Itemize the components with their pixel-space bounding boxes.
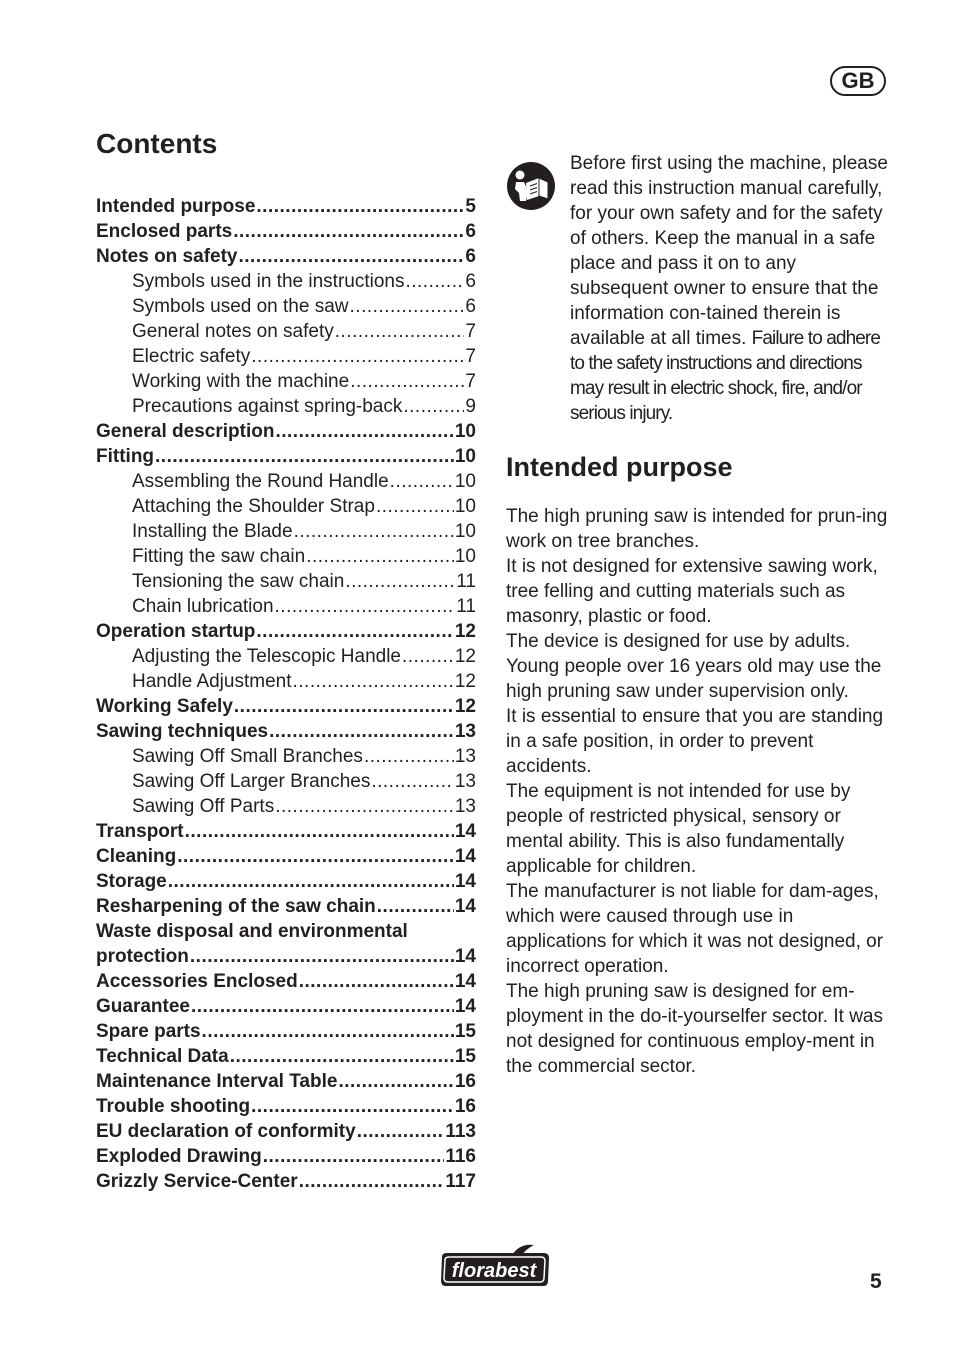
toc-entry bbox=[96, 644, 476, 669]
toc-entry bbox=[96, 719, 476, 744]
table-of-contents bbox=[96, 194, 476, 1194]
toc-entry-title: Sawing Off Small Branches bbox=[132, 746, 363, 767]
toc-entry-page: 14 bbox=[454, 821, 476, 842]
toc-entry-page: 14 bbox=[454, 996, 476, 1017]
intended-paragraph: The equipment is not intended for use by people of restricted physical, sensory or mental ability. This is also fundamentally applicable for children. bbox=[506, 781, 851, 877]
toc-leader-dots bbox=[403, 394, 464, 419]
intended-paragraph: It is not designed for extensive sawing work, tree felling and cutting materials such as masonry, plastic or food. bbox=[506, 556, 878, 627]
language-badge: GB bbox=[830, 66, 886, 96]
toc-entry-page: 11 bbox=[456, 571, 476, 592]
toc-entry-title: Electric safety bbox=[132, 346, 251, 367]
toc-entry-page: 15 bbox=[454, 1046, 476, 1067]
toc-entry-page: 14 bbox=[454, 846, 476, 867]
toc-entry-title: Storage bbox=[96, 871, 167, 892]
toc-entry-title: protection bbox=[96, 946, 189, 967]
intended-paragraph: The manufacturer is not liable for dam-ages, which were caused through use in applications for which it was not designed, or incorrect operation. bbox=[506, 881, 884, 977]
toc-entry-title: Transport bbox=[96, 821, 184, 842]
toc-entry-page: 14 bbox=[454, 946, 476, 967]
toc-entry-page: 116 bbox=[445, 1146, 476, 1167]
toc-entry bbox=[96, 894, 476, 919]
toc-entry-page: 14 bbox=[454, 871, 476, 892]
toc-entry-title: Adjusting the Telescopic Handle bbox=[132, 646, 401, 667]
toc-entry-page: 16 bbox=[454, 1096, 476, 1117]
toc-entry-page: 13 bbox=[454, 746, 476, 767]
toc-leader-dots bbox=[294, 519, 454, 544]
toc-entry-title: Technical Data bbox=[96, 1046, 229, 1067]
toc-leader-dots bbox=[335, 319, 465, 344]
toc-entry-page: 13 bbox=[454, 796, 476, 817]
toc-entry bbox=[96, 1144, 476, 1169]
toc-entry-title: Sawing techniques bbox=[96, 721, 269, 742]
toc-entry bbox=[96, 1044, 476, 1069]
toc-leader-dots bbox=[275, 794, 454, 819]
toc-entry-title: Operation startup bbox=[96, 621, 256, 642]
toc-entry-page: 5 bbox=[465, 196, 476, 217]
toc-entry-page: 6 bbox=[465, 246, 476, 267]
toc-entry-page: 6 bbox=[465, 296, 476, 317]
toc-entry bbox=[96, 194, 476, 219]
toc-entry-title: EU declaration of conformity bbox=[96, 1121, 356, 1142]
toc-leader-dots bbox=[364, 744, 454, 769]
toc-leader-dots bbox=[350, 369, 464, 394]
toc-entry-title: Working with the machine bbox=[132, 371, 350, 392]
toc-entry bbox=[96, 394, 476, 419]
toc-leader-dots bbox=[202, 1019, 454, 1044]
toc-entry-title: Maintenance Interval Table bbox=[96, 1071, 338, 1092]
notice-main: Before first using the machine, please read this instruction manual carefully, for your own safety and for the safety of others. Keep the manual in a safe place and pass it on to any subsequent owner to ensure that the information con-tained therein is available at all times. bbox=[570, 153, 888, 349]
toc-entry-title: Waste disposal and environmental bbox=[96, 921, 408, 942]
toc-leader-dots bbox=[405, 269, 464, 294]
toc-entry-page: 16 bbox=[454, 1071, 476, 1092]
toc-entry bbox=[96, 419, 476, 444]
toc-entry-page: 10 bbox=[454, 446, 476, 467]
toc-entry-title: Chain lubrication bbox=[132, 596, 274, 617]
toc-entry-title: Exploded Drawing bbox=[96, 1146, 262, 1167]
toc-entry-title: Guarantee bbox=[96, 996, 190, 1017]
toc-leader-dots bbox=[251, 344, 464, 369]
toc-leader-dots bbox=[293, 669, 454, 694]
toc-entry bbox=[96, 319, 476, 344]
toc-leader-dots bbox=[299, 1169, 445, 1194]
toc-leader-dots bbox=[299, 969, 454, 994]
toc-entry bbox=[96, 594, 476, 619]
toc-entry-title: Trouble shooting bbox=[96, 1096, 251, 1117]
toc-entry-page: 12 bbox=[454, 696, 476, 717]
toc-entry-page: 13 bbox=[454, 721, 476, 742]
toc-entry bbox=[96, 469, 476, 494]
toc-leader-dots bbox=[306, 544, 454, 569]
toc-entry bbox=[96, 294, 476, 319]
florabest-logo bbox=[438, 1243, 552, 1289]
notice-warning: Failure to adhere to the safety instructions and directions may result in electric shock, fire, and/or serious injury. bbox=[570, 328, 880, 424]
toc-entry-title: Symbols used on the saw bbox=[132, 296, 349, 317]
toc-entry bbox=[96, 269, 476, 294]
page-number: 5 bbox=[870, 1270, 882, 1293]
safety-notice bbox=[506, 151, 898, 426]
toc-leader-dots bbox=[357, 1119, 445, 1144]
toc-entry-page: 11 bbox=[456, 596, 476, 617]
toc-leader-dots bbox=[275, 594, 456, 619]
toc-entry-title: Tensioning the saw chain bbox=[132, 571, 345, 592]
intended-paragraph: The device is designed for use by adults. Young people over 16 years old may use the high pruning saw under supervision only. bbox=[506, 631, 882, 702]
toc-entry-title: Resharpening of the saw chain bbox=[96, 896, 376, 917]
toc-leader-dots bbox=[190, 944, 454, 969]
toc-leader-dots bbox=[263, 1144, 445, 1169]
toc-leader-dots bbox=[155, 444, 454, 469]
toc-leader-dots bbox=[238, 244, 464, 269]
toc-entry bbox=[96, 619, 476, 644]
toc-entry bbox=[96, 769, 476, 794]
toc-leader-dots bbox=[230, 1044, 454, 1069]
contents-title: Contents bbox=[96, 128, 218, 159]
toc-entry-page: 7 bbox=[465, 371, 476, 392]
toc-entry-page: 12 bbox=[454, 621, 476, 642]
right-column bbox=[506, 132, 898, 1079]
toc-entry bbox=[96, 919, 476, 944]
notice-text bbox=[570, 151, 898, 426]
toc-entry bbox=[96, 944, 476, 969]
toc-entry bbox=[96, 244, 476, 269]
toc-entry bbox=[96, 1119, 476, 1144]
toc-entry bbox=[96, 344, 476, 369]
toc-entry-title: Assembling the Round Handle bbox=[132, 471, 389, 492]
toc-entry bbox=[96, 544, 476, 569]
toc-leader-dots bbox=[185, 819, 454, 844]
toc-entry-title: Accessories Enclosed bbox=[96, 971, 298, 992]
toc-entry-page: 117 bbox=[445, 1171, 476, 1192]
toc-entry bbox=[96, 994, 476, 1019]
toc-entry bbox=[96, 1019, 476, 1044]
intended-paragraph: The high pruning saw is intended for prun-ing work on tree branches. bbox=[506, 506, 888, 552]
toc-entry bbox=[96, 669, 476, 694]
toc-leader-dots bbox=[168, 869, 454, 894]
toc-leader-dots bbox=[345, 569, 455, 594]
toc-entry bbox=[96, 369, 476, 394]
toc-leader-dots bbox=[251, 1094, 454, 1119]
toc-entry-title: General description bbox=[96, 421, 275, 442]
toc-leader-dots bbox=[256, 619, 453, 644]
toc-entry-page: 9 bbox=[465, 396, 476, 417]
toc-entry-title: Grizzly Service-Center bbox=[96, 1171, 298, 1192]
toc-leader-dots bbox=[234, 694, 454, 719]
toc-entry bbox=[96, 694, 476, 719]
toc-entry-page: 6 bbox=[465, 221, 476, 242]
toc-entry-page: 7 bbox=[465, 346, 476, 367]
toc-leader-dots bbox=[371, 769, 454, 794]
toc-entry-title: Installing the Blade bbox=[132, 521, 293, 542]
toc-entry-title: Notes on safety bbox=[96, 246, 238, 267]
toc-entry-page: 113 bbox=[445, 1121, 476, 1142]
toc-entry bbox=[96, 819, 476, 844]
toc-entry bbox=[96, 219, 476, 244]
toc-entry-page: 10 bbox=[454, 546, 476, 567]
toc-entry-page: 14 bbox=[454, 971, 476, 992]
toc-entry-title: Sawing Off Larger Branches bbox=[132, 771, 371, 792]
toc-entry-page: 10 bbox=[454, 421, 476, 442]
toc-entry-title: Working Safely bbox=[96, 696, 233, 717]
intended-paragraph: It is essential to ensure that you are standing in a safe position, in order to prevent accidents. bbox=[506, 706, 884, 777]
toc-leader-dots bbox=[233, 219, 464, 244]
toc-entry-title: General notes on safety bbox=[132, 321, 334, 342]
toc-entry bbox=[96, 869, 476, 894]
toc-entry-title: Fitting bbox=[96, 446, 155, 467]
toc-leader-dots bbox=[275, 419, 453, 444]
toc-entry-title: Symbols used in the instructions bbox=[132, 271, 405, 292]
toc-leader-dots bbox=[402, 644, 454, 669]
toc-entry-title: Sawing Off Parts bbox=[132, 796, 275, 817]
intended-purpose-body bbox=[506, 504, 898, 1079]
toc-entry-title: Handle Adjustment bbox=[132, 671, 292, 692]
toc-leader-dots bbox=[390, 469, 454, 494]
toc-entry bbox=[96, 444, 476, 469]
toc-entry bbox=[96, 569, 476, 594]
svg-text:florabest: florabest bbox=[451, 1260, 537, 1282]
toc-leader-dots bbox=[350, 294, 465, 319]
toc-leader-dots bbox=[191, 994, 454, 1019]
toc-entry bbox=[96, 494, 476, 519]
toc-entry-page: 10 bbox=[454, 496, 476, 517]
toc-leader-dots bbox=[377, 894, 454, 919]
toc-entry-title: Fitting the saw chain bbox=[132, 546, 306, 567]
toc-entry-title: Attaching the Shoulder Strap bbox=[132, 496, 375, 517]
toc-entry-title: Cleaning bbox=[96, 846, 177, 867]
toc-entry bbox=[96, 1094, 476, 1119]
toc-entry bbox=[96, 519, 476, 544]
toc-leader-dots bbox=[256, 194, 464, 219]
toc-entry-title: Enclosed parts bbox=[96, 221, 233, 242]
toc-entry-page: 10 bbox=[454, 471, 476, 492]
toc-leader-dots bbox=[269, 719, 454, 744]
toc-entry bbox=[96, 844, 476, 869]
toc-entry-page: 13 bbox=[454, 771, 476, 792]
read-manual-icon bbox=[506, 161, 556, 211]
toc-entry bbox=[96, 1169, 476, 1194]
toc-entry-page: 12 bbox=[454, 671, 476, 692]
contents-section bbox=[96, 126, 476, 1194]
toc-entry bbox=[96, 969, 476, 994]
intended-paragraph: The high pruning saw is designed for em-ployment in the do-it-yourselfer sector. It was not designed for continuous employ-ment in the commercial sector. bbox=[506, 981, 883, 1077]
toc-leader-dots bbox=[177, 844, 454, 869]
toc-entry-page: 15 bbox=[454, 1021, 476, 1042]
toc-entry-page: 6 bbox=[465, 271, 476, 292]
toc-entry-page: 7 bbox=[465, 321, 476, 342]
toc-entry-page: 10 bbox=[454, 521, 476, 542]
toc-entry-title: Precautions against spring-back bbox=[132, 396, 403, 417]
toc-entry bbox=[96, 1069, 476, 1094]
toc-entry-title: Spare parts bbox=[96, 1021, 201, 1042]
toc-entry-title: Intended purpose bbox=[96, 196, 256, 217]
toc-entry bbox=[96, 794, 476, 819]
toc-leader-dots bbox=[376, 494, 454, 519]
toc-entry-page: 12 bbox=[454, 646, 476, 667]
intended-purpose-title: Intended purpose bbox=[506, 452, 733, 482]
toc-leader-dots bbox=[338, 1069, 453, 1094]
toc-entry bbox=[96, 744, 476, 769]
toc-entry-page: 14 bbox=[454, 896, 476, 917]
